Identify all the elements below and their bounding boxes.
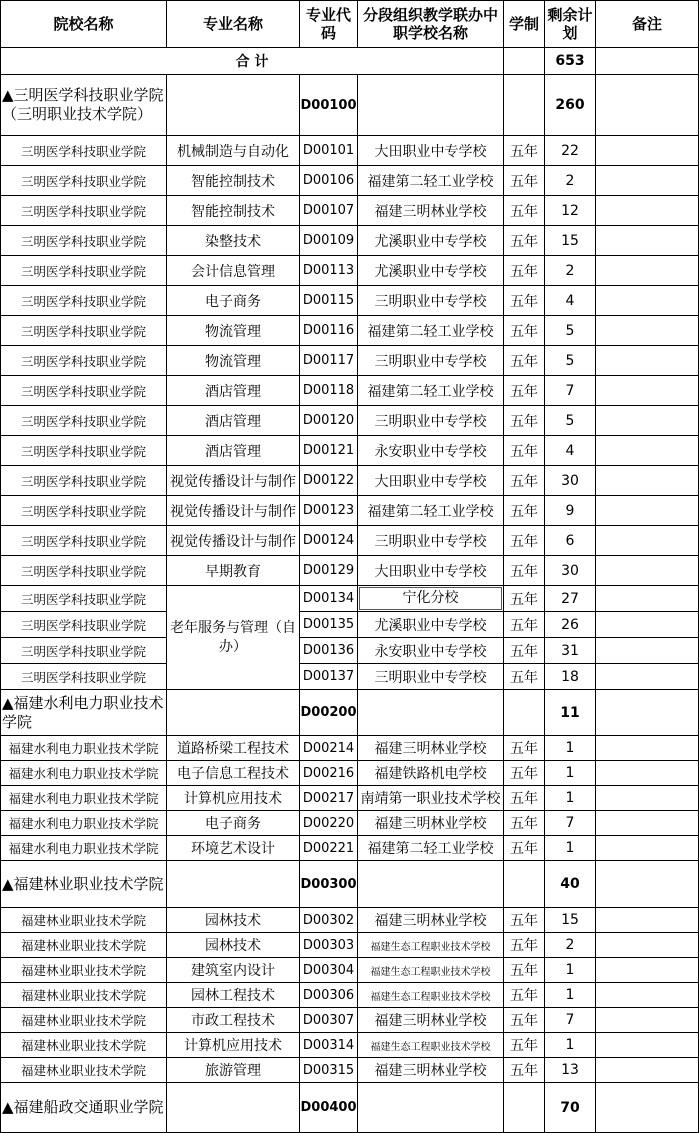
partner-cell: 福建生态工程职业技术学校 bbox=[358, 958, 504, 983]
code-cell: D00217 bbox=[300, 786, 358, 811]
remaining-cell: 30 bbox=[545, 466, 596, 496]
years-cell: 五年 bbox=[504, 1008, 545, 1033]
table-row bbox=[1, 586, 699, 612]
major-cell: 计算机应用技术 bbox=[167, 1033, 300, 1058]
remaining-cell: 1 bbox=[545, 836, 596, 861]
notes-cell bbox=[596, 166, 699, 196]
major-cell: 酒店管理 bbox=[167, 376, 300, 406]
partner-cell: 大田职业中专学校 bbox=[358, 466, 504, 496]
major-cell: 电子信息工程技术 bbox=[167, 761, 300, 786]
partner-cell: 南靖第一职业技术学校 bbox=[358, 786, 504, 811]
years-cell: 五年 bbox=[504, 958, 545, 983]
partner-cell: 福建第二轻工业学校 bbox=[358, 376, 504, 406]
major-cell: 酒店管理 bbox=[167, 436, 300, 466]
notes-cell bbox=[596, 436, 699, 466]
table-row bbox=[1, 908, 699, 933]
section-major-cell bbox=[167, 861, 300, 908]
section-years-cell bbox=[504, 861, 545, 908]
school-cell: 福建水利电力职业技术学院 bbox=[1, 836, 167, 861]
school-cell: 福建林业职业技术学院 bbox=[1, 933, 167, 958]
partner-cell: 三明职业中专学校 bbox=[358, 406, 504, 436]
partner-cell: 福建第二轻工业学校 bbox=[358, 836, 504, 861]
table-row bbox=[1, 196, 699, 226]
school-cell: 福建林业职业技术学院 bbox=[1, 983, 167, 1008]
code-cell: D00134 bbox=[300, 586, 358, 612]
code-cell: D00302 bbox=[300, 908, 358, 933]
partner-cell: 福建三明林业学校 bbox=[358, 908, 504, 933]
section-remaining: 70 bbox=[545, 1083, 596, 1133]
header-remaining: 剩余计划 bbox=[545, 1, 596, 48]
partner-cell: 福建生态工程职业技术学校 bbox=[358, 983, 504, 1008]
code-cell: D00303 bbox=[300, 933, 358, 958]
major-cell: 智能控制技术 bbox=[167, 166, 300, 196]
remaining-cell: 1 bbox=[545, 761, 596, 786]
major-cell: 视觉传播设计与制作 bbox=[167, 496, 300, 526]
major-cell: 物流管理 bbox=[167, 316, 300, 346]
remaining-cell: 26 bbox=[545, 612, 596, 638]
school-cell: 三明医学科技职业学院 bbox=[1, 638, 167, 664]
remaining-cell: 1 bbox=[545, 786, 596, 811]
partner-cell: 大田职业中专学校 bbox=[358, 556, 504, 586]
code-cell: D00121 bbox=[300, 436, 358, 466]
major-cell: 园林技术 bbox=[167, 933, 300, 958]
section-row bbox=[1, 690, 699, 736]
remaining-cell: 31 bbox=[545, 638, 596, 664]
remaining-cell: 5 bbox=[545, 346, 596, 376]
years-cell: 五年 bbox=[504, 836, 545, 861]
table-row bbox=[1, 761, 699, 786]
section-partner-cell bbox=[358, 861, 504, 908]
table-row bbox=[1, 256, 699, 286]
years-cell: 五年 bbox=[504, 166, 545, 196]
major-cell: 视觉传播设计与制作 bbox=[167, 466, 300, 496]
code-cell: D00315 bbox=[300, 1058, 358, 1083]
code-cell: D00135 bbox=[300, 612, 358, 638]
years-cell: 五年 bbox=[504, 526, 545, 556]
section-code: D00100 bbox=[300, 75, 358, 136]
section-notes-cell bbox=[596, 690, 699, 736]
years-cell: 五年 bbox=[504, 612, 545, 638]
section-notes-cell bbox=[596, 861, 699, 908]
code-cell: D00118 bbox=[300, 376, 358, 406]
remaining-cell: 15 bbox=[545, 908, 596, 933]
major-cell: 染整技术 bbox=[167, 226, 300, 256]
major-cell: 环境艺术设计 bbox=[167, 836, 300, 861]
code-cell: D00109 bbox=[300, 226, 358, 256]
remaining-cell: 13 bbox=[545, 1058, 596, 1083]
major-cell: 计算机应用技术 bbox=[167, 786, 300, 811]
section-remaining: 40 bbox=[545, 861, 596, 908]
notes-cell bbox=[596, 136, 699, 166]
table-row bbox=[1, 1008, 699, 1033]
school-cell: 三明医学科技职业学院 bbox=[1, 466, 167, 496]
code-cell: D00115 bbox=[300, 286, 358, 316]
school-cell: 三明医学科技职业学院 bbox=[1, 286, 167, 316]
years-cell: 五年 bbox=[504, 466, 545, 496]
notes-cell bbox=[596, 1008, 699, 1033]
school-cell: 福建林业职业技术学院 bbox=[1, 1033, 167, 1058]
remaining-cell: 1 bbox=[545, 1033, 596, 1058]
years-cell: 五年 bbox=[504, 496, 545, 526]
school-cell: 三明医学科技职业学院 bbox=[1, 376, 167, 406]
school-cell: 三明医学科技职业学院 bbox=[1, 586, 167, 612]
section-partner-cell bbox=[358, 690, 504, 736]
years-cell: 五年 bbox=[504, 136, 545, 166]
school-cell: 三明医学科技职业学院 bbox=[1, 556, 167, 586]
partner-cell: 福建三明林业学校 bbox=[358, 196, 504, 226]
notes-cell bbox=[596, 933, 699, 958]
header-major: 专业名称 bbox=[167, 1, 300, 48]
major-cell: 道路桥梁工程技术 bbox=[167, 736, 300, 761]
years-cell: 五年 bbox=[504, 736, 545, 761]
school-cell: 福建林业职业技术学院 bbox=[1, 958, 167, 983]
total-years-cell bbox=[504, 48, 545, 75]
table-row bbox=[1, 286, 699, 316]
table-row bbox=[1, 406, 699, 436]
section-code: D00200 bbox=[300, 690, 358, 736]
school-cell: 三明医学科技职业学院 bbox=[1, 436, 167, 466]
school-cell: 三明医学科技职业学院 bbox=[1, 664, 167, 690]
partner-cell: 福建三明林业学校 bbox=[358, 736, 504, 761]
partner-cell: 福建第二轻工业学校 bbox=[358, 316, 504, 346]
school-cell: 福建林业职业技术学院 bbox=[1, 1058, 167, 1083]
major-cell: 酒店管理 bbox=[167, 406, 300, 436]
years-cell: 五年 bbox=[504, 1058, 545, 1083]
years-cell: 五年 bbox=[504, 376, 545, 406]
major-cell: 智能控制技术 bbox=[167, 196, 300, 226]
school-cell: 三明医学科技职业学院 bbox=[1, 196, 167, 226]
major-cell: 机械制造与自动化 bbox=[167, 136, 300, 166]
code-cell: D00117 bbox=[300, 346, 358, 376]
table-row bbox=[1, 933, 699, 958]
notes-cell bbox=[596, 736, 699, 761]
notes-cell bbox=[596, 196, 699, 226]
code-cell: D00113 bbox=[300, 256, 358, 286]
partner-cell-selected[interactable] bbox=[358, 586, 504, 612]
notes-cell bbox=[596, 286, 699, 316]
table-row bbox=[1, 466, 699, 496]
section-code: D00300 bbox=[300, 861, 358, 908]
school-cell: 三明医学科技职业学院 bbox=[1, 406, 167, 436]
code-cell: D00129 bbox=[300, 556, 358, 586]
remaining-cell: 1 bbox=[545, 736, 596, 761]
school-cell: 三明医学科技职业学院 bbox=[1, 136, 167, 166]
school-cell: 福建林业职业技术学院 bbox=[1, 1008, 167, 1033]
remaining-cell: 18 bbox=[545, 664, 596, 690]
remaining-cell: 30 bbox=[545, 556, 596, 586]
section-remaining: 260 bbox=[545, 75, 596, 136]
section-major-cell bbox=[167, 690, 300, 736]
school-cell: 三明医学科技职业学院 bbox=[1, 256, 167, 286]
section-row bbox=[1, 1083, 699, 1133]
school-cell: 福建水利电力职业技术学院 bbox=[1, 786, 167, 811]
years-cell: 五年 bbox=[504, 638, 545, 664]
section-notes-cell bbox=[596, 75, 699, 136]
remaining-cell: 7 bbox=[545, 811, 596, 836]
years-cell: 五年 bbox=[504, 226, 545, 256]
notes-cell bbox=[596, 786, 699, 811]
code-cell: D00306 bbox=[300, 983, 358, 1008]
years-cell: 五年 bbox=[504, 1033, 545, 1058]
school-cell: 三明医学科技职业学院 bbox=[1, 226, 167, 256]
years-cell: 五年 bbox=[504, 556, 545, 586]
code-cell: D00122 bbox=[300, 466, 358, 496]
school-cell: 福建水利电力职业技术学院 bbox=[1, 811, 167, 836]
major-cell: 建筑室内设计 bbox=[167, 958, 300, 983]
table-row bbox=[1, 436, 699, 466]
code-cell: D00221 bbox=[300, 836, 358, 861]
remaining-cell: 7 bbox=[545, 1008, 596, 1033]
code-cell: D00101 bbox=[300, 136, 358, 166]
notes-cell bbox=[596, 316, 699, 346]
code-cell: D00107 bbox=[300, 196, 358, 226]
major-cell: 市政工程技术 bbox=[167, 1008, 300, 1033]
notes-cell bbox=[596, 256, 699, 286]
partner-cell: 福建三明林业学校 bbox=[358, 1008, 504, 1033]
partner-cell: 尤溪职业中专学校 bbox=[358, 612, 504, 638]
partner-cell: 福建三明林业学校 bbox=[358, 1058, 504, 1083]
remaining-cell: 5 bbox=[545, 316, 596, 346]
section-name: ▲福建水利电力职业技术学院 bbox=[1, 690, 167, 736]
notes-cell bbox=[596, 664, 699, 690]
notes-cell bbox=[596, 958, 699, 983]
notes-cell bbox=[596, 983, 699, 1008]
notes-cell bbox=[596, 406, 699, 436]
remaining-cell: 7 bbox=[545, 376, 596, 406]
code-cell: D00220 bbox=[300, 811, 358, 836]
years-cell: 五年 bbox=[504, 316, 545, 346]
section-years-cell bbox=[504, 690, 545, 736]
header-school: 院校名称 bbox=[1, 1, 167, 48]
school-cell: 三明医学科技职业学院 bbox=[1, 316, 167, 346]
code-cell: D00136 bbox=[300, 638, 358, 664]
partner-cell: 尤溪职业中专学校 bbox=[358, 226, 504, 256]
total-value: 653 bbox=[545, 48, 596, 75]
partner-cell: 尤溪职业中专学校 bbox=[358, 256, 504, 286]
code-cell: D00137 bbox=[300, 664, 358, 690]
table-row bbox=[1, 612, 699, 638]
major-cell: 旅游管理 bbox=[167, 1058, 300, 1083]
table-row bbox=[1, 736, 699, 761]
years-cell: 五年 bbox=[504, 586, 545, 612]
major-cell: 电子商务 bbox=[167, 286, 300, 316]
total-row bbox=[1, 48, 699, 75]
notes-cell bbox=[596, 586, 699, 612]
section-code: D00400 bbox=[300, 1083, 358, 1133]
partner-cell: 福建铁路机电学校 bbox=[358, 761, 504, 786]
remaining-cell: 9 bbox=[545, 496, 596, 526]
total-notes-cell bbox=[596, 48, 699, 75]
section-row bbox=[1, 861, 699, 908]
table-row bbox=[1, 526, 699, 556]
years-cell: 五年 bbox=[504, 346, 545, 376]
notes-cell bbox=[596, 908, 699, 933]
years-cell: 五年 bbox=[504, 786, 545, 811]
school-cell: 三明医学科技职业学院 bbox=[1, 166, 167, 196]
remaining-cell: 6 bbox=[545, 526, 596, 556]
remaining-cell: 5 bbox=[545, 406, 596, 436]
notes-cell bbox=[596, 556, 699, 586]
years-cell: 五年 bbox=[504, 983, 545, 1008]
header-notes: 备注 bbox=[596, 1, 699, 48]
remaining-cell: 2 bbox=[545, 166, 596, 196]
major-cell: 会计信息管理 bbox=[167, 256, 300, 286]
section-partner-cell bbox=[358, 1083, 504, 1133]
notes-cell bbox=[596, 761, 699, 786]
notes-cell bbox=[596, 811, 699, 836]
remaining-cell: 27 bbox=[545, 586, 596, 612]
school-cell: 三明医学科技职业学院 bbox=[1, 496, 167, 526]
section-major-cell bbox=[167, 1083, 300, 1133]
notes-cell bbox=[596, 346, 699, 376]
header-years: 学制 bbox=[504, 1, 545, 48]
years-cell: 五年 bbox=[504, 286, 545, 316]
table-row bbox=[1, 1058, 699, 1083]
section-name: ▲福建林业职业技术学院 bbox=[1, 861, 167, 908]
code-cell: D00106 bbox=[300, 166, 358, 196]
remaining-cell: 12 bbox=[545, 196, 596, 226]
major-cell: 视觉传播设计与制作 bbox=[167, 526, 300, 556]
selected-cell-text: 宁化分校 bbox=[359, 587, 502, 610]
table-row bbox=[1, 166, 699, 196]
major-cell: 电子商务 bbox=[167, 811, 300, 836]
code-cell: D00314 bbox=[300, 1033, 358, 1058]
remaining-cell: 2 bbox=[545, 933, 596, 958]
remaining-cell: 1 bbox=[545, 983, 596, 1008]
section-years-cell bbox=[504, 1083, 545, 1133]
school-cell: 福建林业职业技术学院 bbox=[1, 908, 167, 933]
code-cell: D00120 bbox=[300, 406, 358, 436]
code-cell: D00214 bbox=[300, 736, 358, 761]
table-row bbox=[1, 346, 699, 376]
years-cell: 五年 bbox=[504, 436, 545, 466]
table-row bbox=[1, 958, 699, 983]
table-row bbox=[1, 496, 699, 526]
major-cell: 早期教育 bbox=[167, 556, 300, 586]
code-cell: D00304 bbox=[300, 958, 358, 983]
section-name: ▲三明医学科技职业学院（三明职业技术学院） bbox=[1, 75, 167, 136]
table-row bbox=[1, 811, 699, 836]
school-cell: 三明医学科技职业学院 bbox=[1, 526, 167, 556]
code-cell: D00307 bbox=[300, 1008, 358, 1033]
section-notes-cell bbox=[596, 1083, 699, 1133]
table-row bbox=[1, 664, 699, 690]
major-cell: 园林工程技术 bbox=[167, 983, 300, 1008]
table-row bbox=[1, 1033, 699, 1058]
remaining-cell: 1 bbox=[545, 958, 596, 983]
notes-cell bbox=[596, 376, 699, 406]
years-cell: 五年 bbox=[504, 933, 545, 958]
major-cell: 园林技术 bbox=[167, 908, 300, 933]
partner-cell: 大田职业中专学校 bbox=[358, 136, 504, 166]
partner-cell: 永安职业中专学校 bbox=[358, 638, 504, 664]
notes-cell bbox=[596, 526, 699, 556]
notes-cell bbox=[596, 836, 699, 861]
partner-cell: 福建生态工程职业技术学校 bbox=[358, 933, 504, 958]
table-row bbox=[1, 136, 699, 166]
partner-cell: 福建第二轻工业学校 bbox=[358, 496, 504, 526]
partner-cell: 三明职业中专学校 bbox=[358, 526, 504, 556]
years-cell: 五年 bbox=[504, 761, 545, 786]
table-row bbox=[1, 376, 699, 406]
remaining-cell: 15 bbox=[545, 226, 596, 256]
notes-cell bbox=[596, 638, 699, 664]
merged-major-cell: 老年服务与管理（自办） bbox=[167, 586, 300, 690]
code-cell: D00123 bbox=[300, 496, 358, 526]
years-cell: 五年 bbox=[504, 664, 545, 690]
notes-cell bbox=[596, 466, 699, 496]
years-cell: 五年 bbox=[504, 908, 545, 933]
table-row bbox=[1, 556, 699, 586]
years-cell: 五年 bbox=[504, 196, 545, 226]
section-row bbox=[1, 75, 699, 136]
section-name: ▲福建船政交通职业学院 bbox=[1, 1083, 167, 1133]
school-cell: 三明医学科技职业学院 bbox=[1, 346, 167, 376]
partner-cell: 福建三明林业学校 bbox=[358, 811, 504, 836]
major-cell: 物流管理 bbox=[167, 346, 300, 376]
table-row bbox=[1, 316, 699, 346]
header-row bbox=[1, 1, 699, 48]
partner-cell: 三明职业中专学校 bbox=[358, 664, 504, 690]
header-partner: 分段组织教学联办中职学校名称 bbox=[358, 1, 504, 48]
section-years-cell bbox=[504, 75, 545, 136]
section-remaining: 11 bbox=[545, 690, 596, 736]
remaining-cell: 4 bbox=[545, 286, 596, 316]
years-cell: 五年 bbox=[504, 811, 545, 836]
code-cell: D00116 bbox=[300, 316, 358, 346]
school-cell: 福建水利电力职业技术学院 bbox=[1, 736, 167, 761]
code-cell: D00124 bbox=[300, 526, 358, 556]
section-partner-cell bbox=[358, 75, 504, 136]
notes-cell bbox=[596, 1033, 699, 1058]
partner-cell: 三明职业中专学校 bbox=[358, 286, 504, 316]
notes-cell bbox=[596, 496, 699, 526]
notes-cell bbox=[596, 226, 699, 256]
total-label: 合 计 bbox=[1, 48, 504, 75]
remaining-cell: 22 bbox=[545, 136, 596, 166]
notes-cell bbox=[596, 612, 699, 638]
school-cell: 三明医学科技职业学院 bbox=[1, 612, 167, 638]
code-cell: D00216 bbox=[300, 761, 358, 786]
notes-cell bbox=[596, 1058, 699, 1083]
partner-cell: 福建生态工程职业技术学校 bbox=[358, 1033, 504, 1058]
partner-cell: 三明职业中专学校 bbox=[358, 346, 504, 376]
years-cell: 五年 bbox=[504, 406, 545, 436]
partner-cell: 永安职业中专学校 bbox=[358, 436, 504, 466]
remaining-cell: 4 bbox=[545, 436, 596, 466]
partner-cell: 福建第二轻工业学校 bbox=[358, 166, 504, 196]
header-code: 专业代码 bbox=[300, 1, 358, 48]
remaining-cell: 2 bbox=[545, 256, 596, 286]
table-row bbox=[1, 836, 699, 861]
table-row bbox=[1, 983, 699, 1008]
school-cell: 福建水利电力职业技术学院 bbox=[1, 761, 167, 786]
table-row bbox=[1, 786, 699, 811]
table-row bbox=[1, 638, 699, 664]
table-row bbox=[1, 226, 699, 256]
years-cell: 五年 bbox=[504, 256, 545, 286]
section-major-cell bbox=[167, 75, 300, 136]
